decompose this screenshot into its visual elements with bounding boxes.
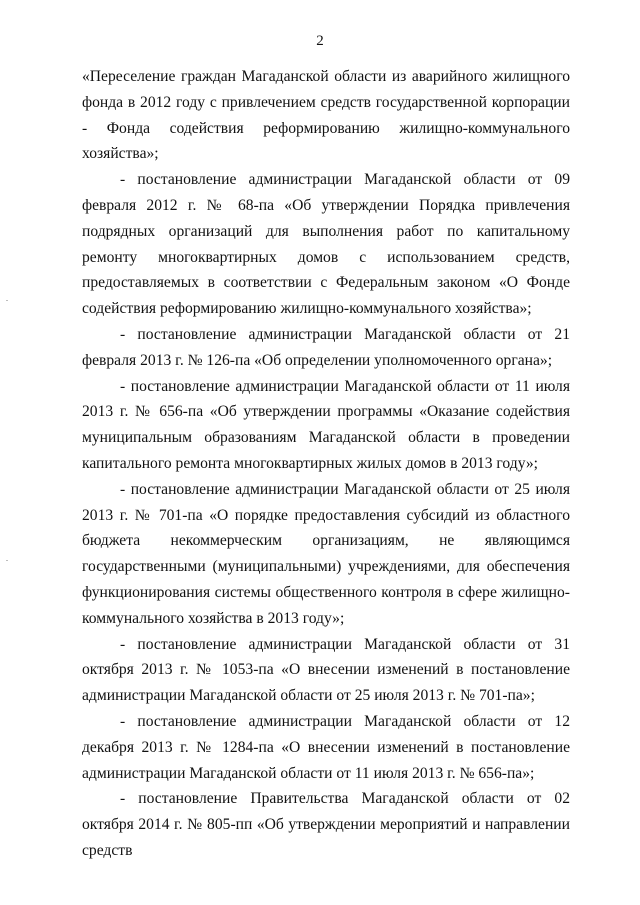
page-number: 2 bbox=[316, 33, 324, 49]
paragraph: «Переселение граждан Магаданской области из аварийного жилищного фонда в 2012 году с привлечением средств государственной корпорации - Фонда содействия реформированию жилищно-коммунального хозяйства»; bbox=[82, 68, 570, 163]
scan-margin-mark bbox=[6, 300, 8, 301]
paragraph: - постановление администрации Магаданской области от 11 июля 2013 г. № 656-па «Об утверждении программы «Оказание содействия муниципальным образованиям Магаданской области в проведении капитального ремонта многоквартирных жилых домов в 2013 году»; bbox=[82, 377, 570, 472]
paragraph: - постановление Правительства Магаданской области от 02 октября 2014 г. № 805-пп «Об утверждении мероприятий и направлении средств bbox=[82, 790, 570, 859]
paragraph: - постановление администрации Магаданской области от 09 февраля 2012 г. № 68-па «Об утверждении Порядка привлечения подрядных организаций для выполнения работ по капитальному ремонту многоквартирных домов с использованием средств, предоставляемых в соответствии с Федеральным законом «О Фонде содействия реформированию жилищно-коммунального хозяйства»; bbox=[82, 171, 570, 318]
paragraph: - постановление администрации Магаданской области от 12 декабря 2013 г. № 1284-па «О внесении изменений в постановление администрации Магаданской области от 11 июля 2013 г. № 656-па»; bbox=[82, 712, 570, 782]
document-body bbox=[82, 64, 570, 864]
paragraph: - постановление администрации Магаданской области от 31 октября 2013 г. № 1053-па «О внесении изменений в постановление администрации Магаданской области от 25 июля 2013 г. № 701-па»; bbox=[82, 635, 570, 705]
scan-margin-mark bbox=[6, 560, 8, 561]
paragraph: - постановление администрации Магаданской области от 25 июля 2013 г. № 701-па «О порядке предоставления субсидий из областного бюджета некоммерческим организациям, не являющимся государственными (муниципальными) учреждениями, для обеспечения функционирования системы общественного контроля в сфере жилищно-коммунального хозяйства в 2013 году»; bbox=[82, 480, 570, 627]
paragraph: - постановление администрации Магаданской области от 21 февраля 2013 г. № 126-па «Об определении уполномоченного органа»; bbox=[82, 325, 570, 369]
